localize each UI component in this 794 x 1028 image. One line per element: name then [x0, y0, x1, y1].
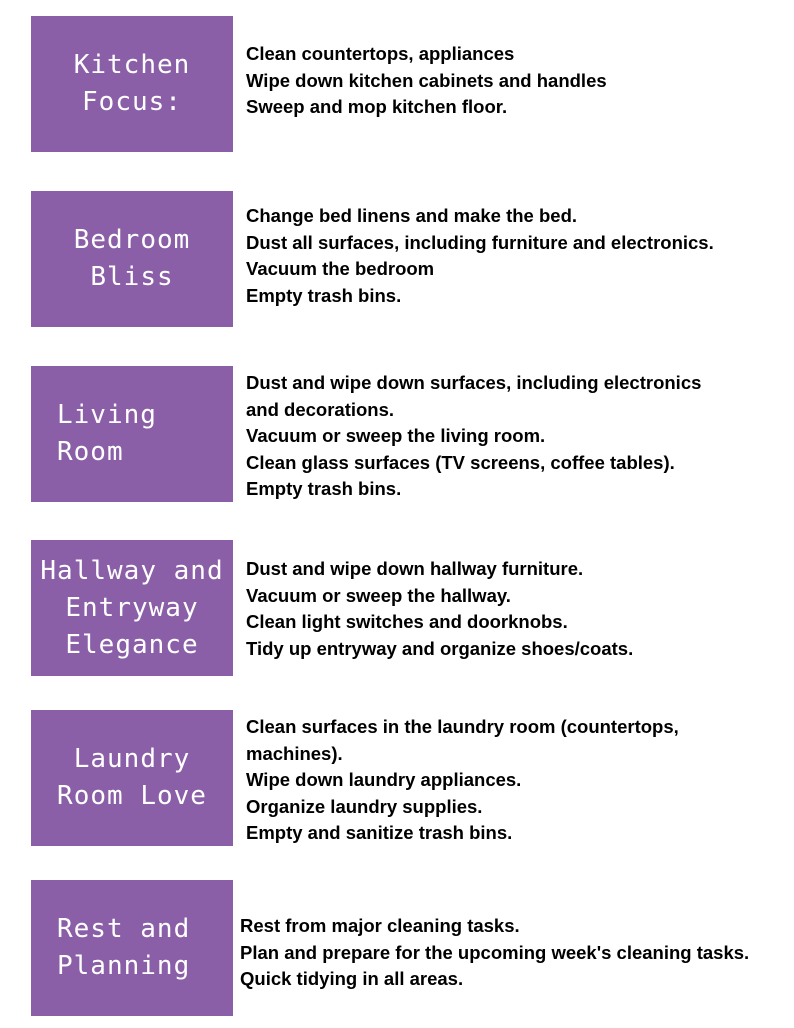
- section-title-hallway-entryway-elegance: [31, 540, 233, 676]
- task-item: Empty trash bins.: [246, 478, 402, 500]
- task-item: Dust and wipe down hallway furniture.: [246, 558, 584, 579]
- section-title-line: Entryway: [65, 592, 199, 623]
- section-title-line: Hallway and: [40, 555, 224, 586]
- task-item: Rest from major cleaning tasks.: [240, 915, 520, 936]
- task-item: Clean countertops, appliances: [246, 43, 515, 64]
- task-item: Clean light switches and doorknobs.: [246, 611, 568, 633]
- task-item: Dust all surfaces, including furniture and electronics.: [246, 231, 714, 253]
- task-item: Wipe down kitchen cabinets and handles: [246, 69, 607, 91]
- section-title-line: Room: [57, 437, 124, 467]
- section-title-line: Laundry: [73, 744, 191, 774]
- task-item: Empty trash bins.: [246, 284, 402, 306]
- task-list-living-room: [246, 370, 701, 503]
- section-title-line: Bedroom: [73, 225, 191, 255]
- task-item: Vacuum the bedroom: [246, 258, 435, 280]
- section-title-kitchen-focus: [31, 16, 233, 152]
- task-item: Vacuum or sweep the living room.: [246, 425, 546, 447]
- task-item: Quick tidying in all areas.: [240, 968, 464, 990]
- section-title-living-room: [31, 366, 233, 502]
- task-item: Organize laundry supplies.: [246, 795, 483, 817]
- task-item: Vacuum or sweep the hallway.: [246, 584, 511, 606]
- task-list-hallway-entryway-elegance: [246, 556, 633, 662]
- section-title-line: Elegance: [65, 629, 199, 660]
- task-item: Wipe down laundry appliances.: [246, 769, 522, 791]
- task-list-kitchen-focus: [246, 41, 607, 121]
- task-item: Plan and prepare for the upcoming week's cleaning tasks.: [240, 941, 750, 963]
- task-item: machines).: [246, 742, 343, 764]
- task-list-rest-and-planning: [240, 913, 749, 993]
- task-item: Dust and wipe down surfaces, including electronics: [246, 372, 702, 393]
- section-title-line: Kitchen: [73, 50, 191, 80]
- section-title-line: Planning: [57, 951, 191, 981]
- section-title-line: Rest and: [57, 914, 191, 944]
- task-item: Change bed linens and make the bed.: [246, 205, 578, 226]
- section-title-line: Room Love: [57, 781, 207, 811]
- section-title-line: Living: [57, 400, 157, 430]
- section-title-line: Focus:: [82, 87, 182, 117]
- section-title-bedroom-bliss: [31, 191, 233, 327]
- task-item: Tidy up entryway and organize shoes/coats.: [246, 637, 634, 659]
- task-item: Sweep and mop kitchen floor.: [246, 96, 508, 118]
- task-item: and decorations.: [246, 398, 395, 420]
- section-title-line: Bliss: [90, 262, 174, 292]
- section-title-laundry-room-love: [31, 710, 233, 846]
- task-list-bedroom-bliss: [246, 203, 714, 309]
- task-item: Clean glass surfaces (TV screens, coffee tables).: [246, 451, 675, 473]
- task-list-laundry-room-love: [246, 714, 679, 847]
- task-item: Clean surfaces in the laundry room (countertops,: [246, 716, 679, 737]
- task-item: Empty and sanitize trash bins.: [246, 822, 513, 844]
- section-title-rest-and-planning: [31, 880, 233, 1016]
